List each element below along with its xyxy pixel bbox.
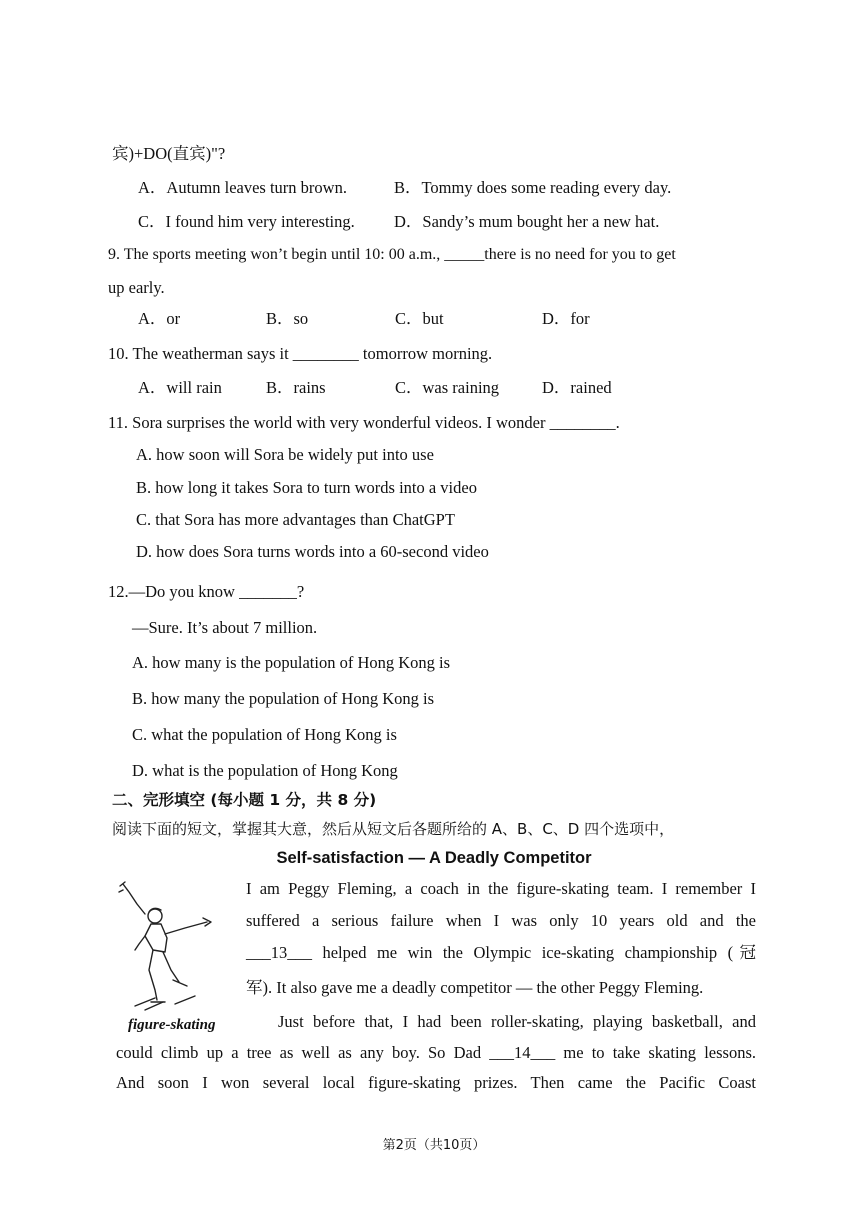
q9-stem-cont: up early.	[108, 278, 165, 297]
passage-line-4: 军). It also gave me a deadly competitor — the other Peggy Fleming.	[246, 978, 704, 997]
q12-option-d: D. what is the population of Hong Kong	[132, 761, 398, 780]
header-fragment: 宾)+DO(直宾)"?	[112, 144, 226, 163]
figure-caption: figure-skating	[128, 1017, 216, 1033]
section-heading: 二、完形填空 (每小题 1 分，共 8 分)	[112, 791, 377, 809]
q10-option-c: C．was raining	[395, 378, 500, 397]
passage-title: Self-satisfaction — A Deadly Competitor	[276, 849, 592, 867]
q10-option-a: A．will rain	[138, 378, 222, 397]
q12-option-a: A. how many is the population of Hong Kong is	[132, 653, 451, 672]
passage-line-7: And soon I won several local figure-skating prizes. Then came the Pacific Coast	[116, 1073, 756, 1092]
passage-line-5: Just before that, I had been roller-skating, playing basketball, and	[278, 1012, 756, 1031]
q11-option-b: B. how long it takes Sora to turn words into a video	[136, 478, 477, 497]
q9-stem: 9. The sports meeting won’t begin until 10: 00 a.m., _____there is no need for you to get	[108, 246, 676, 263]
q11-option-a: A. how soon will Sora be widely put into use	[136, 445, 434, 464]
q10-option-d: D．rained	[542, 378, 612, 397]
passage-line-6: could climb up a tree as well as any boy. So Dad ___14___ me to take skating lessons.	[116, 1043, 756, 1062]
q10-option-b: B．rains	[266, 378, 326, 397]
page-footer: 第2页（共10页）	[382, 1138, 486, 1153]
q9-option-d: D．for	[542, 309, 590, 328]
q8-option-d: D．Sandy’s mum bought her a new hat.	[394, 212, 660, 231]
figure-skater-illustration	[115, 878, 225, 1013]
passage-line-2: suffered a serious failure when I was only 10 years old and the	[246, 911, 756, 930]
q9-option-b: B．so	[266, 309, 309, 328]
q9-option-a: A．or	[138, 309, 181, 328]
q8-option-b: B．Tommy does some reading every day.	[394, 178, 672, 197]
q10-stem: 10. The weatherman says it ________ tomorrow morning.	[108, 344, 493, 363]
q11-option-d: D. how does Sora turns words into a 60-second video	[136, 542, 489, 561]
q11-option-c: C. that Sora has more advantages than ChatGPT	[136, 510, 455, 529]
passage-line-3: ___13___ helped me win the Olympic ice-skating championship (冠	[246, 943, 756, 962]
q12-stem: 12.—Do you know _______?	[108, 582, 305, 601]
q12-option-c: C. what the population of Hong Kong is	[132, 725, 397, 744]
passage-line-1: I am Peggy Fleming, a coach in the figure-skating team. I remember I	[246, 879, 756, 898]
q12-option-b: B. how many the population of Hong Kong is	[132, 689, 435, 708]
q11-stem: 11. Sora surprises the world with very wonderful videos. I wonder ________.	[108, 413, 620, 432]
section-instruction: 阅读下面的短文，掌握其大意，然后从短文后各题所给的 A、B、C、D 四个选项中，	[112, 820, 675, 838]
q9-option-c: C．but	[395, 309, 444, 328]
q8-option-a: A．Autumn leaves turn brown.	[138, 178, 347, 197]
q12-reply: —Sure. It’s about 7 million.	[132, 618, 318, 637]
q8-option-c: C．I found him very interesting.	[138, 212, 355, 231]
